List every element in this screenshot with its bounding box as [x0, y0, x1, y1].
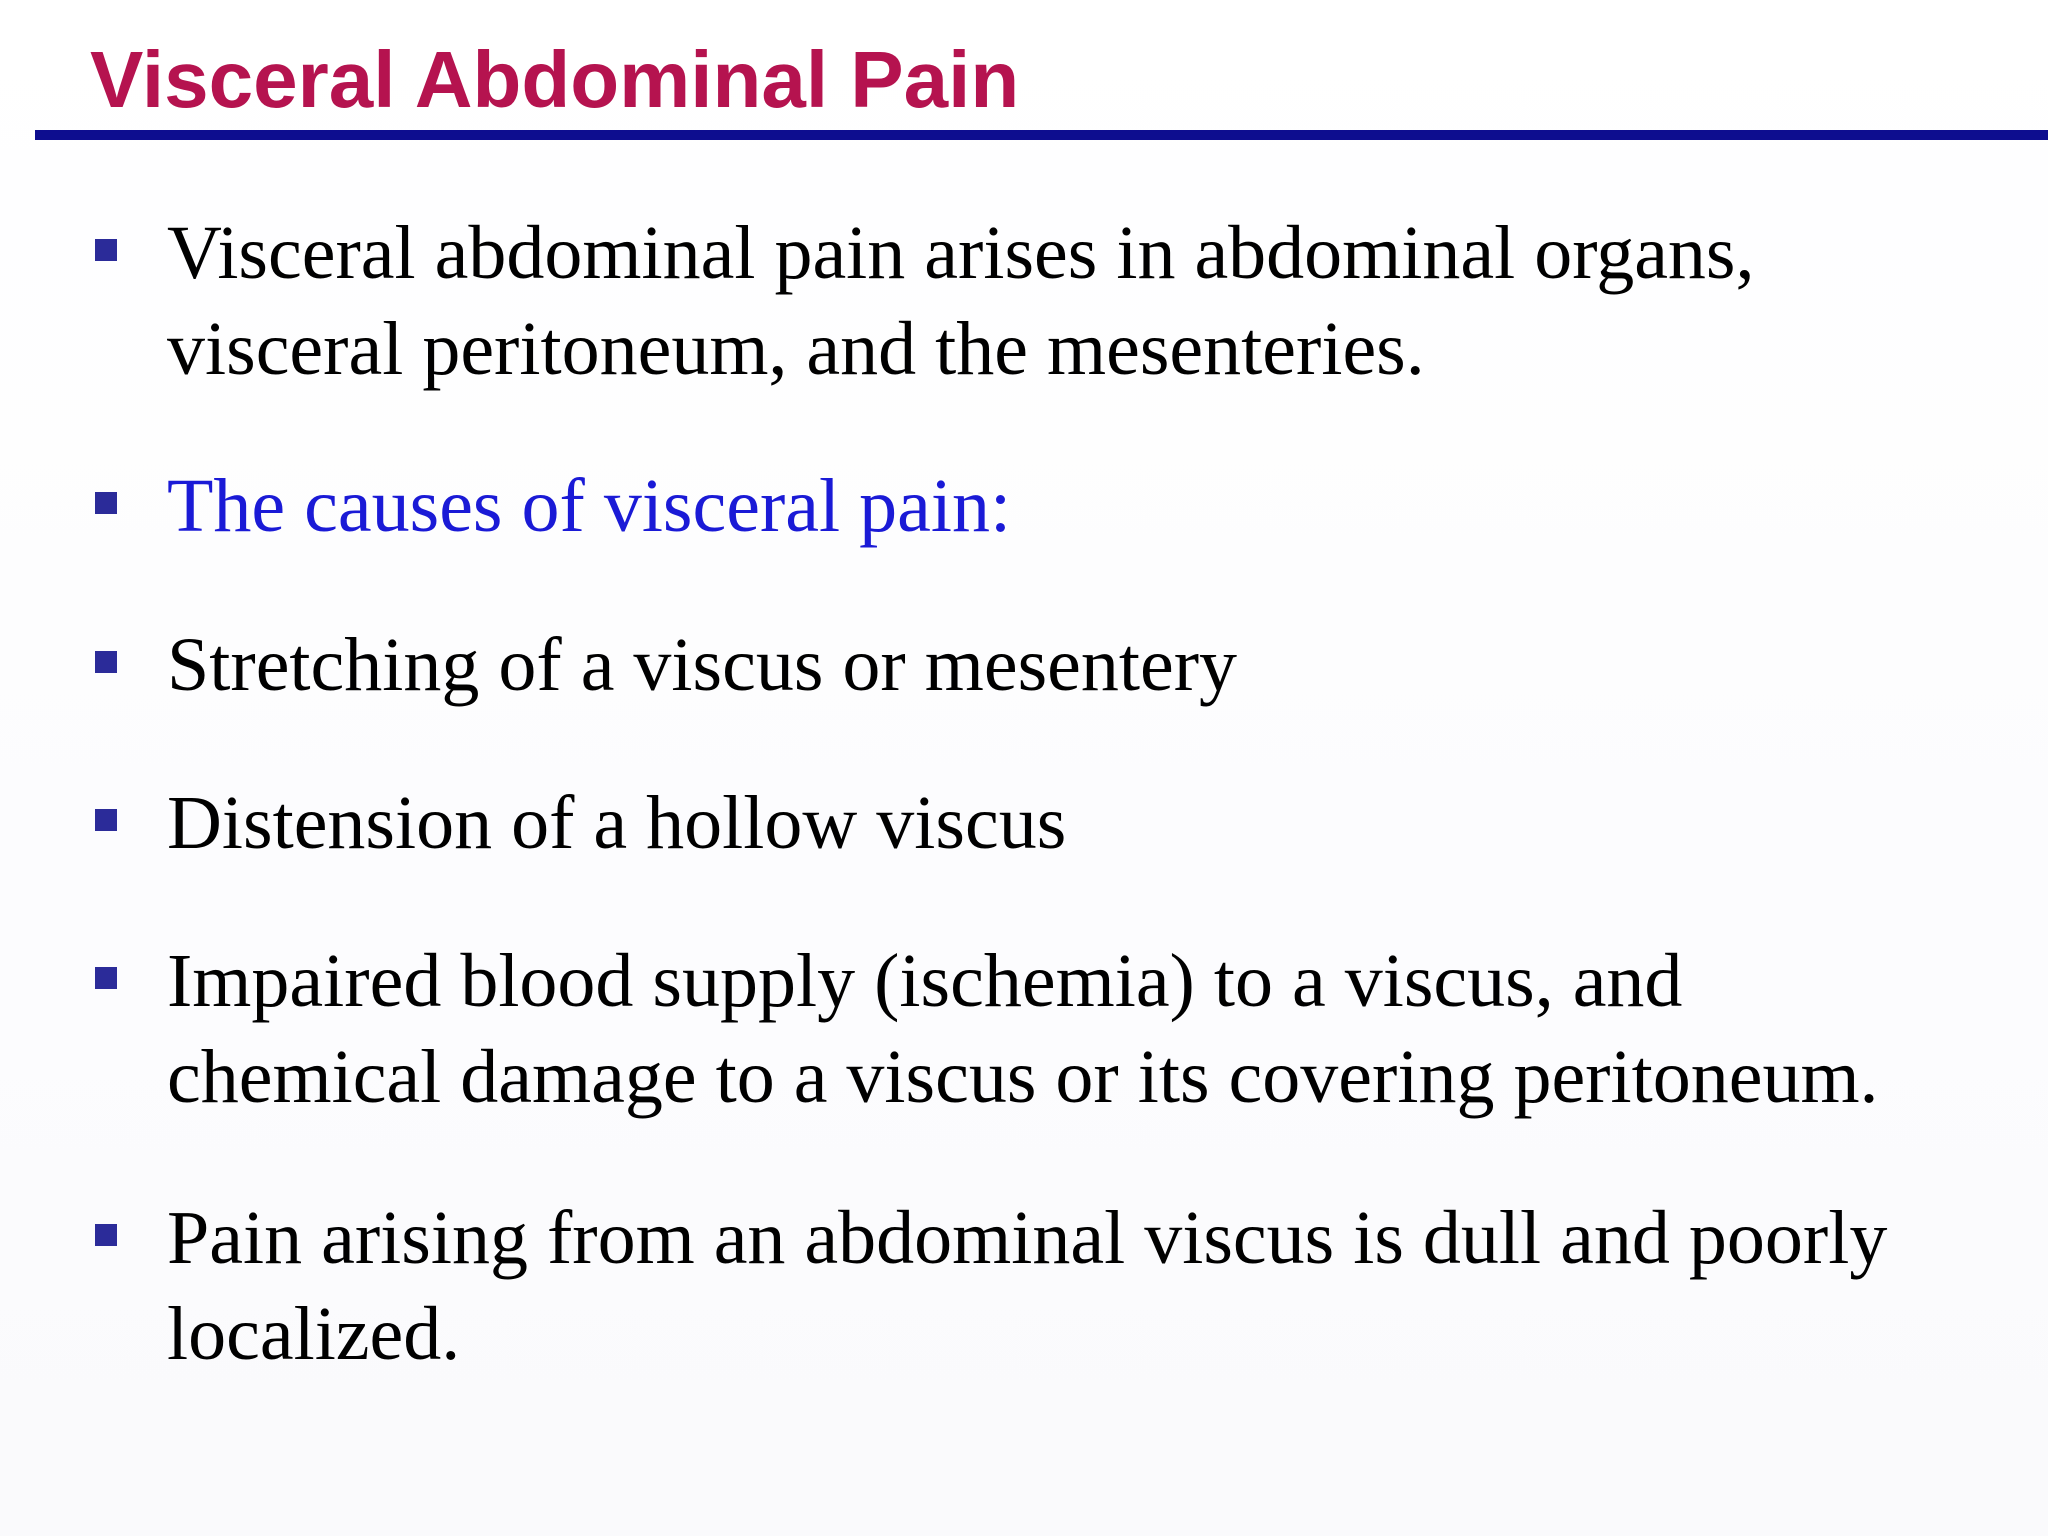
bullet-line: chemical damage to a viscus or its covering peritoneum.: [167, 1035, 1879, 1119]
title-underline: [35, 130, 2048, 140]
slide-title: Visceral Abdominal Pain: [90, 35, 1020, 124]
bullet-text: [167, 458, 2047, 554]
square-bullet-icon: [95, 967, 117, 989]
bullet-line: Visceral abdominal pain arises in abdominal organs,: [167, 211, 1755, 295]
bullet-line: Pain arising from an abdominal viscus is dull and poorly: [167, 1196, 1888, 1280]
bullet-line: Stretching of a viscus or mesentery: [167, 623, 1238, 707]
square-bullet-icon: [95, 651, 117, 673]
square-bullet-icon: [95, 239, 117, 261]
square-bullet-icon: [95, 492, 117, 514]
square-bullet-icon: [95, 1224, 117, 1246]
bullet-text: [167, 775, 2047, 871]
bullet-text: [167, 933, 2047, 1125]
bullet-line: Distension of a hollow viscus: [167, 781, 1067, 865]
bullet-text: [167, 1190, 2047, 1382]
bullet-line: The causes of visceral pain:: [167, 464, 1012, 548]
bullet-line: Impaired blood supply (ischemia) to a viscus, and: [167, 939, 1683, 1023]
bullet-line: visceral peritoneum, and the mesenteries.: [167, 307, 1425, 391]
bullet-text: [167, 617, 2047, 713]
bullet-text: [167, 205, 2047, 397]
bullet-line: localized.: [167, 1292, 461, 1376]
square-bullet-icon: [95, 809, 117, 831]
